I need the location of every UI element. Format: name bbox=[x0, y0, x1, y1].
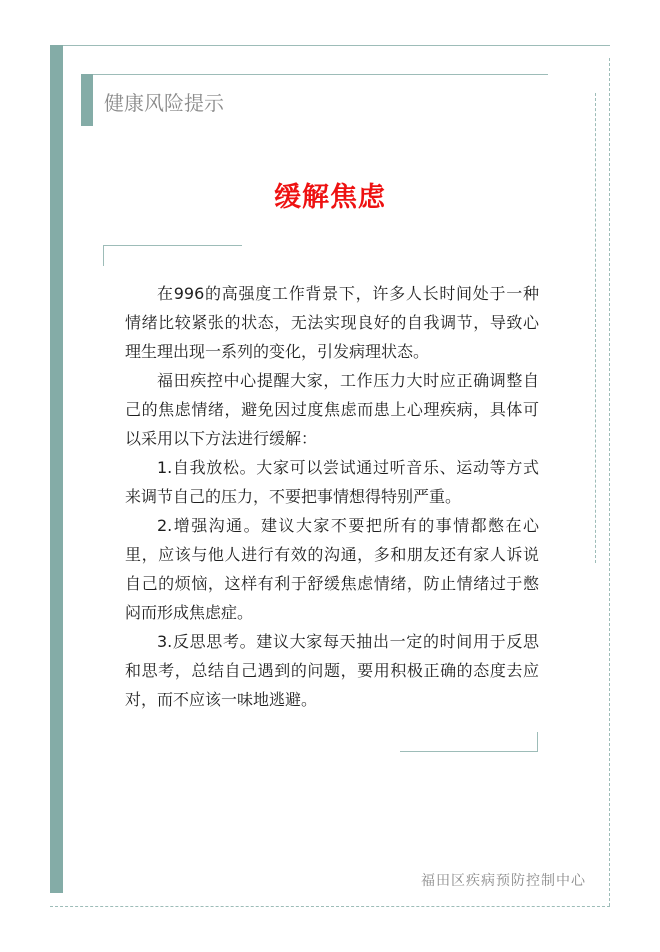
bottom-dashed-border bbox=[50, 906, 610, 907]
header-rule bbox=[93, 74, 548, 75]
corner-bracket-bottom-right bbox=[400, 732, 538, 752]
header-accent-bar bbox=[81, 74, 93, 126]
paragraph-tip-relax: 1.自我放松。大家可以尝试通过听音乐、运动等方式来调节自己的压力，不要把事情想得特别严重。 bbox=[125, 458, 539, 506]
inner-right-dashed-line bbox=[595, 93, 596, 563]
corner-bracket-top-left bbox=[103, 245, 242, 266]
paragraph-reminder: 福田疾控中心提醒大家，工作压力大时应正确调整自己的焦虑情绪，避免因过度焦虑而患上心理疾病，具体可以采用以下方法进行缓解： bbox=[125, 371, 539, 448]
paragraph-intro: 在996的高强度工作背景下，许多人长时间处于一种情绪比较紧张的状态，无法实现良好的自我调节，导致心理生理出现一系列的变化，引发病理状态。 bbox=[125, 284, 539, 361]
article-body bbox=[125, 279, 539, 714]
section-label: 健康风险提示 bbox=[104, 91, 224, 115]
paragraph-tip-communicate: 2.增强沟通。建议大家不要把所有的事情都憋在心里，应该与他人进行有效的沟通，多和朋友还有家人诉说自己的烦恼，这样有利于舒缓焦虑情绪，防止情绪过于憋闷而形成焦虑症。 bbox=[125, 516, 539, 622]
top-border-line bbox=[63, 45, 610, 46]
paragraph-tip-reflect: 3.反思思考。建议大家每天抽出一定的时间用于反思和思考，总结自己遇到的问题，要用积极正确的态度去应对，而不应该一味地逃避。 bbox=[125, 632, 539, 709]
left-accent-bar bbox=[50, 45, 63, 893]
page-title: 缓解焦虑 bbox=[274, 182, 386, 214]
footer-organization: 福田区疾病预防控制中心 bbox=[421, 873, 586, 889]
